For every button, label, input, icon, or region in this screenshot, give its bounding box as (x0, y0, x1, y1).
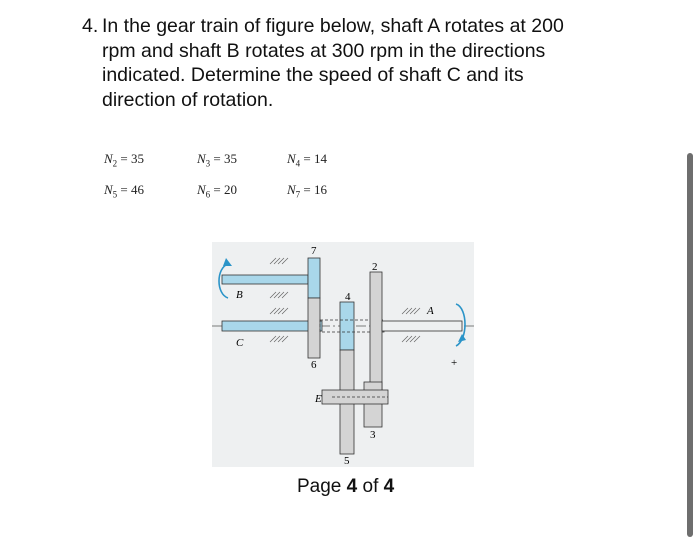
label-gear-4: 4 (345, 291, 351, 303)
teeth-n6: $N_6 = 20$ (197, 182, 238, 200)
total-pages: 4 (383, 476, 395, 497)
question-text (82, 14, 642, 112)
teeth-n7: $N_7 = 16$ (287, 182, 328, 200)
label-gear-7: 7 (311, 245, 317, 257)
gear-6 (308, 298, 320, 358)
question-line-4: direction of rotation. (102, 88, 274, 111)
teeth-n3: $N_3 = 35$ (197, 151, 238, 169)
label-shaft-c: C (236, 337, 244, 349)
vertical-scrollbar[interactable] (687, 153, 693, 537)
label-plus: + (451, 357, 458, 369)
teeth-n5: $N_5 = 46$ (104, 182, 145, 200)
label-gear-5: 5 (344, 455, 350, 467)
label-shaft-e: E (315, 393, 322, 405)
question-number: 4. (82, 15, 99, 37)
question-line-3: indicated. Determine the speed of shaft C and its (102, 64, 524, 86)
shaft-a (382, 321, 462, 331)
shaft-c (222, 321, 322, 331)
label-gear-3: 3 (370, 429, 376, 441)
teeth-n4: $N_4 = 14$ (287, 151, 328, 169)
question-line-2: rpm and shaft B rotates at 300 rpm in the directions (102, 39, 546, 62)
teeth-n2: $N_2 = 35$ (104, 151, 145, 169)
gear-train-diagram (212, 242, 474, 467)
shaft-b (222, 275, 308, 284)
label-gear-6: 6 (311, 359, 317, 371)
label-shaft-b: B (236, 289, 243, 301)
gear-7 (308, 258, 320, 298)
label-gear-2: 2 (372, 261, 378, 273)
gear-4 (340, 302, 354, 350)
gear-3 (364, 382, 382, 427)
question-line-1: 4. In the gear train of figure below, shaft A rotates at 200 (82, 15, 564, 37)
page-indicator: Page 4 of 4 (297, 476, 395, 497)
label-shaft-a: A (427, 305, 434, 317)
current-page: 4 (346, 476, 358, 497)
gear-train-figure (212, 242, 474, 467)
